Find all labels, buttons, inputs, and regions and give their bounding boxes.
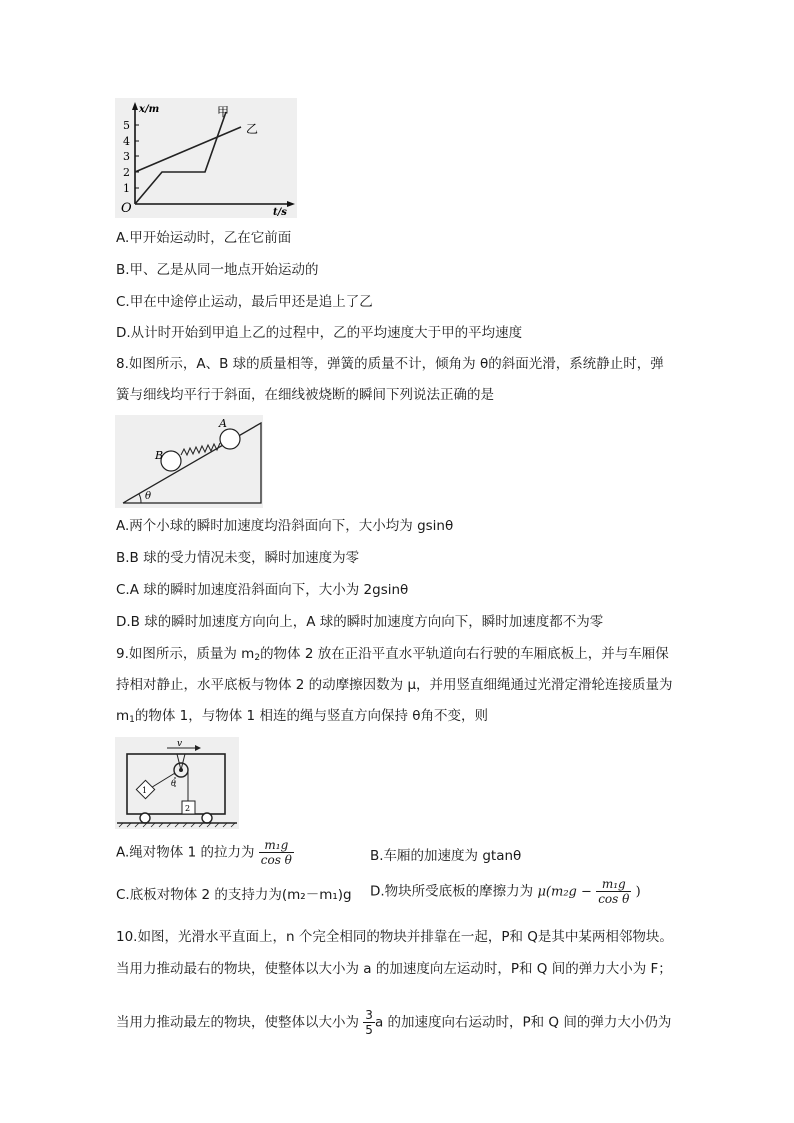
q9-option-a-text: A.绳对物体 1 的拉力为 [116,844,255,861]
q9-option-a [116,838,294,867]
y-axis-label: x/m [139,104,160,115]
q7-option-b: B.甲、乙是从同一地点开始运动的 [116,262,319,278]
wheel-right [202,813,212,823]
q9-option-d-fraction [596,877,631,906]
yi-label: 乙 [246,122,259,136]
q9-d-denominator: cos θ [598,892,630,906]
tick-2: 2 [123,166,130,179]
xt-graph-figure [115,98,297,218]
block-1-label: 1 [142,786,148,795]
q9-l1a: 9.如图所示，质量为 m [116,646,255,662]
q10-fraction [363,1008,375,1037]
theta-label: θ [171,779,176,788]
q8-option-d: D.B 球的瞬时加速度方向向上，A 球的瞬时加速度方向向下，瞬时加速度都不为零 [116,614,604,630]
q9-d-prefix: μ(m₂g − [537,884,592,900]
q8-stem-line2: 簧与细线均平行于斜面，在细线被烧断的瞬间下列说法正确的是 [116,387,494,403]
q7-option-d: D.从计时开始到甲追上乙的过程中，乙的平均速度大于甲的平均速度 [116,325,523,341]
origin-label: O [121,201,132,216]
q8-option-c: C.A 球的瞬时加速度沿斜面向下，大小为 2gsinθ [116,582,409,598]
q9-d-suffix: ) [635,884,641,900]
ball-b-label: B [155,449,164,462]
q9-a-numerator: m₁g [259,838,294,853]
q9-l3-sub: 1 [129,715,135,725]
q10-l3b: a 的加速度向右运动时，P和 Q 间的弹力大小仍为 [374,1014,672,1031]
ball-a-label: A [219,417,227,430]
ball-a [220,429,240,449]
q10-frac-denominator: 5 [365,1023,373,1037]
q9-l1b: 的物体 2 放在正沿平直水平轨道向右行驶的车厢底板上，并与车厢保 [260,646,669,662]
q9-stem-line1 [116,645,669,667]
incline-theta: θ [145,491,152,502]
q9-stem-line3 [116,707,488,729]
jia-label: 甲 [217,105,230,119]
q7-option-c: C.甲在中途停止运动，最后甲还是追上了乙 [116,294,373,310]
ball-b [161,451,181,471]
q8-option-b: B.B 球的受力情况未变，瞬时加速度为零 [116,550,360,566]
t-axis-label: t/s [273,207,287,218]
q10-frac-numerator: 3 [365,1008,373,1022]
q9-l3b: 的物体 1，与物体 1 相连的绳与竖直方向保持 θ角不变，则 [134,708,488,724]
q9-d-numerator: m₁g [596,877,631,892]
q9-l3a: m [116,708,130,724]
wheel-left [140,813,150,823]
q9-option-a-fraction [259,838,294,867]
q8-option-a: A.两个小球的瞬时加速度均沿斜面向下，大小均为 gsinθ [116,518,454,534]
q9-option-d [370,877,641,906]
q8-stem-line1: 8.如图所示，A、B 球的质量相等，弹簧的质量不计，倾角为 θ的斜面光滑，系统静止时，弹 [116,356,664,372]
q9-a-denominator: cos θ [260,853,292,867]
q7-option-a: A.甲开始运动时，乙在它前面 [116,230,292,246]
block-2-label: 2 [185,804,191,813]
q9-option-b: B.车厢的加速度为 gtanθ [370,848,522,864]
tick-1: 1 [123,182,130,195]
train-car-figure [115,737,239,829]
q9-option-d-text: D.物块所受底板的摩擦力为 [370,883,534,900]
tick-3: 3 [123,150,130,163]
q10-stem-line1: 10.如图，光滑水平直面上，n 个完全相同的物块并排靠在一起，P和 Q是其中某两相邻物块。 [116,929,673,945]
q10-l3a: 当用力推动最左的物块，使整体以大小为 [116,1014,359,1031]
velocity-label: v [177,739,183,749]
tick-4: 4 [123,135,130,148]
q10-stem-line3 [116,1008,671,1037]
q10-stem-line2: 当用力推动最右的物块，使整体以大小为 a 的加速度向左运动时，P和 Q 间的弹力大小为 F； [116,961,672,977]
q9-l1-sub: 2 [254,653,261,663]
incline-figure [115,415,263,508]
q9-option-c: C.底板对物体 2 的支持力为(m₂－m₁)g [116,887,352,903]
tick-5: 5 [123,119,130,132]
q9-stem-line2: 持相对静止，水平底板与物体 2 的动摩擦因数为 μ，并用竖直细绳通过光滑定滑轮连接质量为 [116,677,673,693]
